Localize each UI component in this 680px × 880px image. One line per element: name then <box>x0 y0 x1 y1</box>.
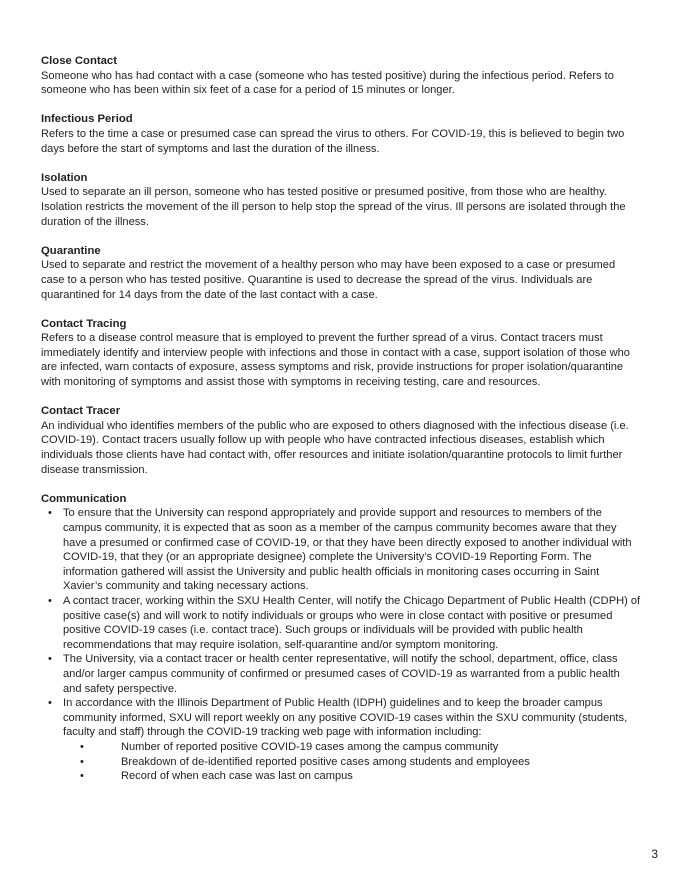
bullet-icon: • <box>48 594 52 607</box>
page-number: 3 <box>651 847 658 861</box>
section-quarantine <box>41 244 641 302</box>
sub-list-item <box>63 769 641 784</box>
list-item-text: The University, via a contact tracer or health center representative, will notify the school, department, office, class and/or larger campus community of confirmed or presumed cases of COVID-19 as warranted from a public health and safety perspective. <box>63 653 620 695</box>
bullet-icon: • <box>48 507 52 520</box>
section-isolation <box>41 171 641 229</box>
bullet-icon: • <box>48 653 52 666</box>
list-item <box>41 652 641 696</box>
term-heading: Contact Tracing <box>41 317 127 330</box>
sub-list-item-text: Number of reported positive COVID-19 cases among the campus community <box>121 740 499 753</box>
sub-list-item-text: Record of when each case was last on campus <box>121 770 353 783</box>
list-item <box>41 696 641 784</box>
term-definition: Used to separate and restrict the movement of a healthy person who may have been exposed to a case or presumed case to a person who has tested positive. Quarantine is used to decrease the spread of the virus. Individuals are quarantined for 14 days from the date of the last contact with a case. <box>41 259 616 301</box>
term-definition: Used to separate an ill person, someone who has tested positive or presumed positive, from those who are healthy. Isolation restricts the movement of the ill person to help stop the spread of the virus. Ill persons are isolated through the duration of the illness. <box>41 186 626 228</box>
sub-list-item <box>63 740 641 755</box>
section-contact-tracing <box>41 317 641 390</box>
sub-list-item <box>63 755 641 770</box>
term-definition: Refers to the time a case or presumed case can spread the virus to others. For COVID-19, this is believed to begin two days before the start of symptoms and last the duration of the illness. <box>41 127 625 155</box>
section-contact-tracer <box>41 404 641 477</box>
list-item-text: In accordance with the Illinois Department of Public Health (IDPH) guidelines and to keep the broader campus community informed, SXU will report weekly on any positive COVID-19 cases within the SXU community (students, faculty and staff) through the COVID-19 tracking web page with information including: <box>63 697 628 739</box>
term-heading: Infectious Period <box>41 113 133 126</box>
bullet-icon: • <box>48 697 52 710</box>
bullet-icon: • <box>80 755 84 768</box>
communication-bullet-list <box>41 506 641 783</box>
term-definition: Someone who has had contact with a case (someone who has tested positive) during the infectious period. Refers to someone who has been within six feet of a case for a period of 15 minutes or longer. <box>41 69 614 97</box>
term-heading: Isolation <box>41 171 88 184</box>
list-item <box>41 594 641 652</box>
list-item <box>41 506 641 594</box>
bullet-icon: • <box>80 740 84 753</box>
bullet-icon: • <box>80 770 84 783</box>
sub-bullet-list <box>63 740 641 784</box>
section-infectious-period <box>41 112 641 156</box>
section-communication <box>41 492 641 784</box>
term-definition: An individual who identifies members of the public who are exposed to others diagnosed with the infectious disease (i.e. COVID-19). Contact tracers usually follow up with people who have contracted infectious diseases, establish which individuals those clients have had contact with, offer resources and initiate isolation/quarantine protocols to limit further disease transmission. <box>41 419 629 476</box>
sub-list-item-text: Breakdown of de-identified reported positive cases among students and employees <box>121 755 530 768</box>
section-close-contact <box>41 54 641 98</box>
list-item-text: A contact tracer, working within the SXU Health Center, will notify the Chicago Department of Public Health (CDPH) of positive case(s) and will work to notify individuals or groups who were in close contact with positive or presumed positive COVID-19 cases (i.e. contact trace). Such groups or individuals will be provided with public health recommendations that may require isolation, self-quarantine and/or symptom monitoring. <box>63 594 641 651</box>
term-heading: Quarantine <box>41 244 101 257</box>
page-content <box>41 54 641 798</box>
communication-heading: Communication <box>41 492 127 505</box>
term-heading: Close Contact <box>41 55 117 67</box>
term-heading: Contact Tracer <box>41 405 121 418</box>
term-definition: Refers to a disease control measure that is employed to prevent the further spread of a virus. Contact tracers must immediately identify and interview people with infections and those in contact with a case, support isolation of those who are infected, warn contacts of exposure, assess symptoms and risk, provide instructions for proper isolation/quarantine with monitoring of symptoms and assist those with symptoms in receiving testing, care and resources. <box>41 332 630 389</box>
list-item-text: To ensure that the University can respond appropriately and provide support and resources to members of the campus community, it is expected that as soon as a member of the campus community becomes aware that they have a presumed or confirmed case of COVID-19, or that they have been directly exposed to another individual with COVID-19, that they (or an appropriate designee) complete the University’s COVID-19 Reporting Form. The information gathered will assist the University and public health officials in monitoring cases occurring in Saint Xavier’s community and taking necessary actions. <box>63 507 632 593</box>
